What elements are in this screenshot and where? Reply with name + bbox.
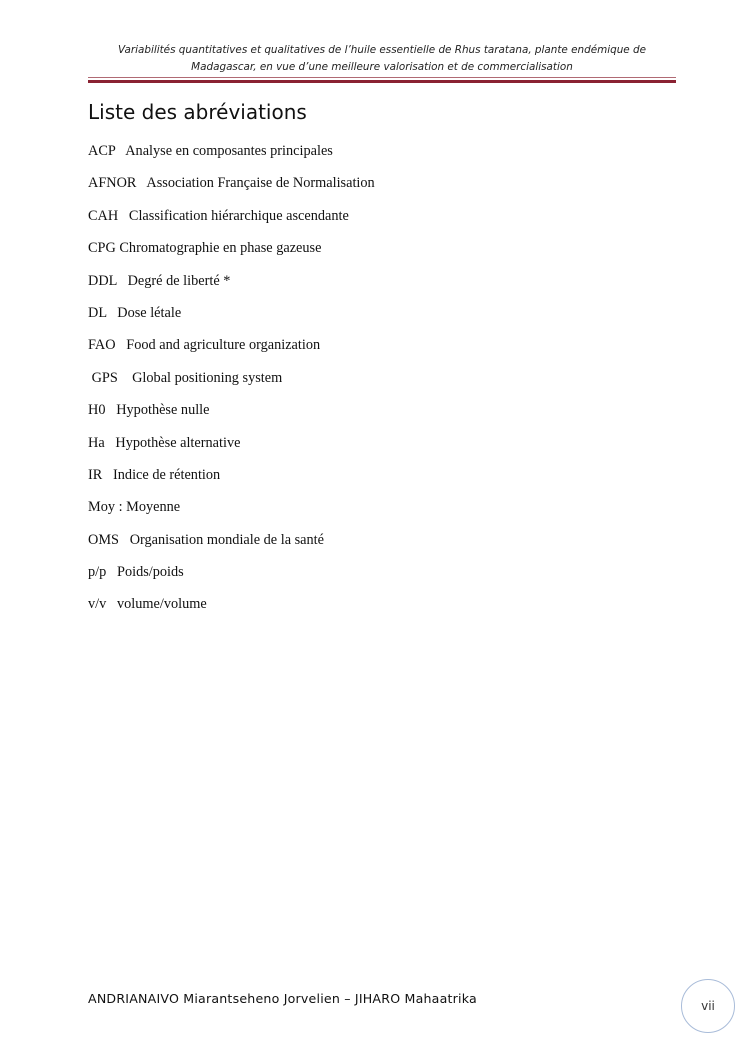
abbreviation-item: FAO Food and agriculture organization xyxy=(88,337,321,354)
running-header-line-2: Madagascar, en vue d’une meilleure valorisation et de commercialisation xyxy=(191,61,573,73)
abbreviation-item: GPS Global positioning system xyxy=(88,369,283,386)
abbreviation-item: Moy : Moyenne xyxy=(88,499,181,516)
abbreviation-item: H0 Hypothèse nulle xyxy=(88,402,210,419)
abbreviation-item: DDL Degré de liberté * xyxy=(88,272,231,289)
page-number-circle xyxy=(681,979,735,1033)
abbreviation-item: IR Indice de rétention xyxy=(88,466,221,483)
page-title: Liste des abréviations xyxy=(88,100,307,124)
abbreviation-item: Ha Hypothèse alternative xyxy=(88,434,241,451)
abbreviation-item: DL Dose létale xyxy=(88,304,182,321)
abbreviation-item: ACP Analyse en composantes principales xyxy=(88,143,333,159)
abbreviation-item: CAH Classification hiérarchique ascendante xyxy=(88,207,349,224)
footer-authors: ANDRIANAIVO Miarantseheno Jorvelien – JIHARO Mahaatrika xyxy=(88,991,477,1006)
abbreviation-item: OMS Organisation mondiale de la santé xyxy=(88,531,324,548)
abbreviation-item: AFNOR Association Française de Normalisation xyxy=(88,175,375,192)
header-rule-thin xyxy=(88,77,676,78)
abbreviation-item: v/v volume/volume xyxy=(88,596,207,613)
running-header-line-1: Variabilités quantitatives et qualitatives de l’huile essentielle de Rhus taratana, plante endémique de xyxy=(118,44,646,56)
abbreviation-list xyxy=(88,141,375,627)
abbreviation-item: p/p Poids/poids xyxy=(88,564,184,581)
running-header xyxy=(88,42,676,76)
page-number: vii xyxy=(701,999,715,1013)
header-rule-thick xyxy=(88,80,676,83)
abbreviation-item: CPG Chromatographie en phase gazeuse xyxy=(88,240,322,257)
